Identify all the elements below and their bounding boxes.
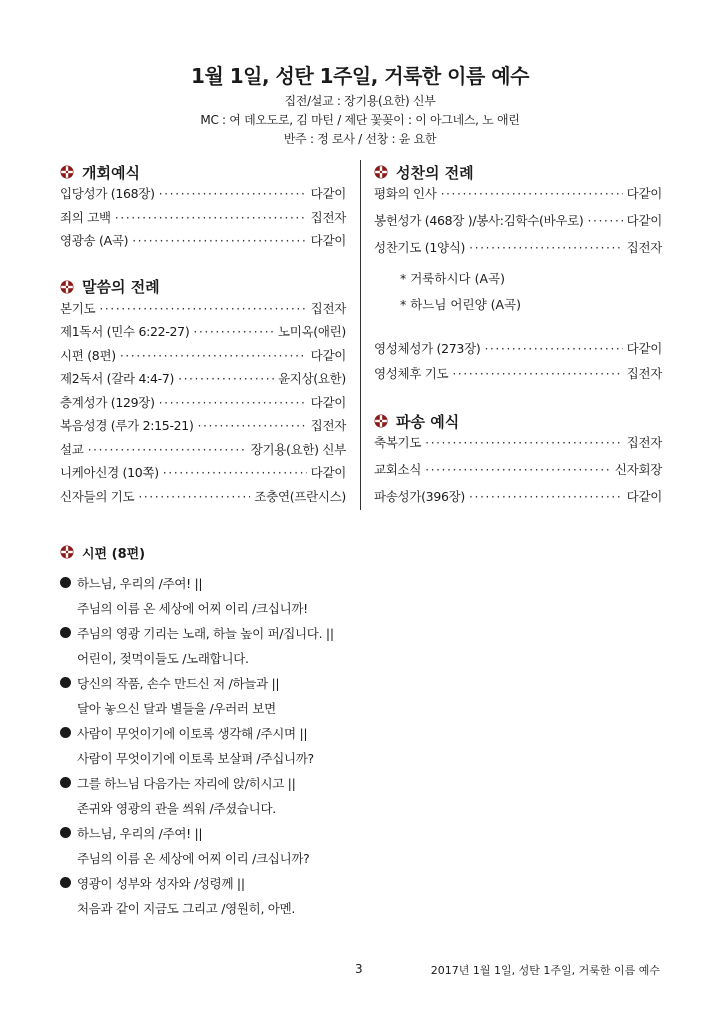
section-eucharist (374, 160, 662, 389)
section-opening (60, 160, 346, 255)
order-row (60, 346, 346, 370)
row-label: 제1독서 (민수 6:22-27) (60, 324, 190, 339)
section-heading (374, 409, 662, 433)
left-column (60, 160, 346, 510)
verse-text: 주님의 이름 온 세상에 어찌 이리 /크십니까? (77, 850, 310, 866)
order-row (60, 487, 346, 511)
verse-line-response (60, 895, 660, 920)
order-row (374, 339, 662, 364)
bullet-icon (60, 577, 71, 588)
row-label: 영성체성가 (273장) (374, 341, 481, 356)
section-heading-label: 시편 (8편) (82, 546, 146, 562)
order-row (374, 364, 662, 389)
order-row (60, 463, 346, 487)
row-label: 층계성가 (129장) (60, 394, 155, 410)
verse-line-lead (60, 670, 660, 695)
row-label: 성찬기도 (1양식) (374, 240, 466, 255)
row-label: 복음성경 (루가 2:15-21) (60, 418, 194, 433)
row-label: 영성체후 기도 (374, 366, 449, 381)
leader-dots (441, 186, 623, 201)
credit-line: 집전/설교 : 장기용(요한) 신부 (284, 94, 436, 108)
row-label: 신자들의 기도 (60, 488, 135, 504)
verse-text: 달아 놓으신 달과 별들을 /우러러 보면 (77, 700, 276, 716)
section-heading (60, 540, 660, 564)
credits (0, 92, 720, 149)
bullet-icon (60, 777, 71, 788)
section-heading-label: 성찬의 전례 (396, 163, 474, 182)
row-label: 평화의 인사 (374, 186, 437, 201)
row-role: 다같이 (310, 233, 346, 248)
cross-icon (60, 280, 74, 294)
verse-line-response (60, 795, 660, 820)
verse-line-lead (60, 870, 660, 895)
section-heading (60, 275, 346, 299)
section-heading-label: 말씀의 전례 (82, 278, 160, 296)
verse-text: 하느님, 우리의 /주여! || (77, 825, 203, 841)
row-role: 다같이 (626, 489, 662, 504)
order-row (60, 416, 346, 440)
row-label: 봉헌성가 (468장 )/봉사:김학수(바우로) (374, 213, 584, 228)
column-divider (360, 160, 361, 510)
row-label: 시편 (8편) (60, 347, 116, 363)
row-label: 니케아신경 (10쪽) (60, 465, 159, 480)
order-row (374, 184, 662, 211)
leader-dots (484, 341, 622, 356)
row-role: 장기용(요한) 신부 (250, 441, 346, 457)
verse-line-response (60, 645, 660, 670)
leader-dots (588, 213, 623, 228)
verse-line-lead (60, 620, 660, 645)
row-label: 제2독서 (갈라 4:4-7) (60, 371, 175, 386)
verse-line-lead (60, 720, 660, 745)
leader-dots (132, 233, 306, 248)
bullet-icon (60, 627, 71, 638)
verse-line-response (60, 845, 660, 870)
verse-line-lead (60, 770, 660, 795)
credit-line: MC : 여 데오도로, 김 마틴 / 제단 꽃꽂이 : 이 아그네스, 노 애린 (200, 113, 520, 127)
section-heading (374, 160, 662, 184)
order-row (374, 487, 662, 514)
row-role: 윤지상(요한) (277, 371, 346, 386)
order-row (60, 322, 346, 346)
row-label: 본기도 (60, 300, 96, 316)
row-role: 다같이 (626, 213, 662, 228)
section-heading-label: 파송 예식 (396, 412, 460, 431)
verse-text: 주님의 이름 온 세상에 어찌 이리 /크십니까! (77, 600, 308, 616)
order-row (60, 369, 346, 393)
sub-item: * 하느님 어린양 (A곡) (400, 297, 521, 312)
bullet-icon (60, 677, 71, 688)
leader-dots (163, 465, 307, 480)
order-row (60, 299, 346, 323)
section-word (60, 275, 346, 511)
section-dismissal (374, 409, 662, 514)
order-row (60, 208, 346, 232)
order-row (60, 184, 346, 208)
row-label: 영광송 (A곡) (60, 233, 129, 248)
row-role: 다같이 (310, 465, 346, 480)
running-title: 2017년 1월 1일, 성탄 1주일, 거룩한 이름 예수 (430, 964, 660, 977)
row-role: 다같이 (626, 186, 662, 201)
cross-icon (374, 165, 388, 179)
leader-dots (138, 489, 250, 504)
verse-text: 사람이 무엇이기에 이토록 생각해 /주시며 || (77, 725, 308, 741)
row-role: 신자회장 (614, 462, 662, 477)
leader-dots (425, 462, 611, 477)
leader-dots (159, 395, 307, 410)
verse-text: 하느님, 우리의 /주여! || (77, 575, 203, 591)
credit-line: 반주 : 정 로사 / 선창 : 윤 요한 (283, 132, 437, 146)
cross-icon (60, 545, 74, 559)
verse-line-response (60, 745, 660, 770)
row-role: 집전자 (626, 435, 662, 450)
verse-line-response (60, 695, 660, 720)
leader-dots (469, 489, 623, 504)
bullet-icon (60, 727, 71, 738)
verse-text: 사람이 무엇이기에 이토록 보살펴 /주십니까? (77, 750, 314, 766)
verse-text: 그를 하느님 다음가는 자리에 앉/히시고 || (77, 775, 296, 791)
row-role: 다같이 (310, 394, 346, 410)
order-row (60, 231, 346, 255)
verse-line-response (60, 595, 660, 620)
page-number: 3 (355, 962, 363, 976)
order-row (60, 393, 346, 417)
row-label: 축복기도 (374, 435, 422, 450)
row-role: 노미옥(애린) (277, 324, 346, 339)
leader-dots (159, 186, 307, 201)
row-role: 집전자 (626, 366, 662, 381)
order-row (60, 440, 346, 464)
leader-dots (178, 371, 274, 386)
order-row (374, 433, 662, 460)
cross-icon (60, 165, 74, 179)
verse-text: 주님의 영광 기리는 노래, 하늘 높이 퍼/집니다. || (77, 625, 334, 641)
order-row (374, 211, 662, 238)
row-role: 조충연(프란시스) (254, 488, 346, 504)
leader-dots (425, 435, 623, 450)
cross-icon (374, 414, 388, 428)
verse-line-lead (60, 570, 660, 595)
order-row (374, 460, 662, 487)
bullet-icon (60, 877, 71, 888)
verse-line-lead (60, 820, 660, 845)
section-heading (60, 160, 346, 184)
psalm-section (60, 540, 660, 920)
leader-dots (452, 366, 622, 381)
verse-text: 당신의 작품, 손수 만드신 저 /하늘과 || (77, 675, 280, 691)
row-label: 입당성가 (168장) (60, 186, 155, 201)
row-role: 다같이 (626, 341, 662, 356)
row-label: 죄의 고백 (60, 209, 111, 225)
verse-text: 영광이 성부와 성자와 /성령께 || (77, 875, 245, 891)
right-column (374, 160, 662, 514)
leader-dots (88, 442, 247, 457)
section-heading-label: 개회예식 (82, 163, 140, 182)
row-role: 다같이 (310, 347, 346, 363)
row-role: 집전자 (626, 240, 662, 255)
leader-dots (198, 418, 307, 433)
row-label: 교회소식 (374, 462, 422, 477)
row-role: 집전자 (310, 418, 346, 433)
row-role: 집전자 (310, 300, 346, 316)
verse-text: 어린이, 젖먹이들도 /노래합니다. (77, 650, 249, 666)
row-label: 파송성가(396장) (374, 489, 465, 504)
leader-dots (120, 348, 307, 363)
row-label: 설교 (60, 441, 84, 457)
bullet-icon (60, 827, 71, 838)
leader-dots (193, 324, 274, 339)
leader-dots (115, 210, 307, 225)
page-title: 1월 1일, 성탄 1주일, 거룩한 이름 예수 (191, 64, 529, 88)
sub-item: * 거룩하시다 (A곡) (400, 271, 505, 286)
leader-dots (99, 301, 306, 316)
row-role: 집전자 (310, 209, 346, 225)
verse-text: 존귀와 영광의 관을 씌워 /주셨습니다. (77, 800, 276, 816)
leader-dots (469, 240, 623, 255)
row-role: 다같이 (310, 186, 346, 201)
order-row (374, 238, 662, 265)
verse-text: 처음과 같이 지금도 그리고 /영원히, 아멘. (77, 900, 296, 916)
